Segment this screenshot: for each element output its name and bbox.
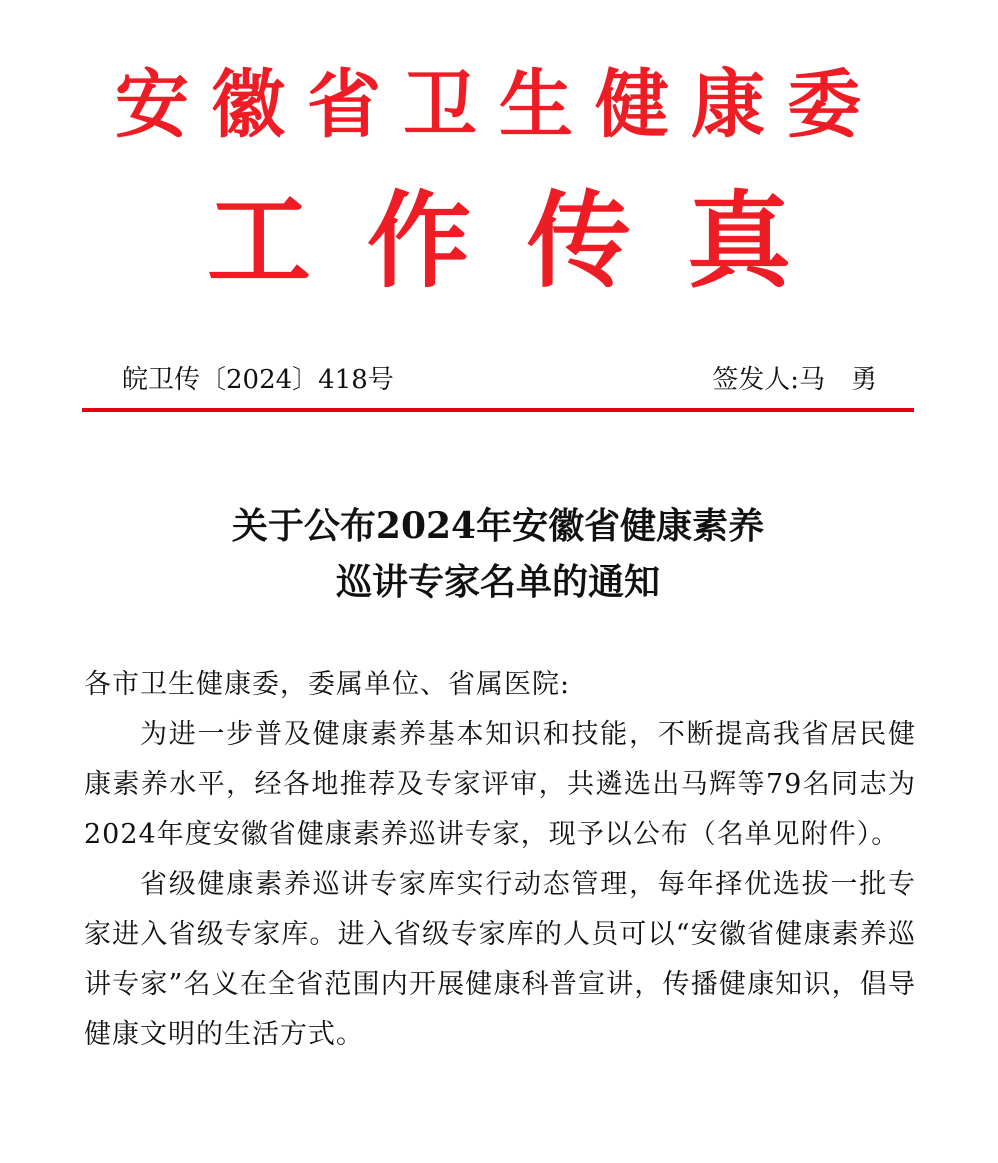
body-paragraph-1: 为进一步普及健康素养基本知识和技能，不断提高我省居民健康素养水平，经各地推荐及专家评审，共遴选出马辉等79名同志为2024年度安徽省健康素养巡讲专家，现予以公布（名单见附件）。 [84, 719, 916, 850]
document-number: 皖卫传〔2024〕418号 [122, 365, 394, 395]
recipients-line: 各市卫生健康委，委属单位、省属医院: [84, 669, 571, 700]
body-paragraph-2: 省级健康素养巡讲专家库实行动态管理，每年择优选拔一批专家进入省级专家库。进入省级专家库的人员可以“安徽省健康素养巡讲专家”名义在全省范围内开展健康科普宣讲，传播健康知识，倡导健康文明的生活方式。 [84, 869, 916, 1050]
header-organization: 安徽省卫生健康委 [115, 62, 883, 148]
notice-title-line-1: 关于公布2024年安徽省健康素养 [231, 505, 765, 547]
header-document-type: 工作传真 [206, 179, 847, 302]
notice-title-line-2: 巡讲专家名单的通知 [335, 561, 660, 603]
issuer-signature: 签发人:马 勇 [712, 365, 877, 395]
notice-body [84, 660, 916, 1060]
document-meta-row [122, 360, 877, 400]
red-divider-line [82, 408, 914, 412]
notice-title [82, 498, 914, 610]
